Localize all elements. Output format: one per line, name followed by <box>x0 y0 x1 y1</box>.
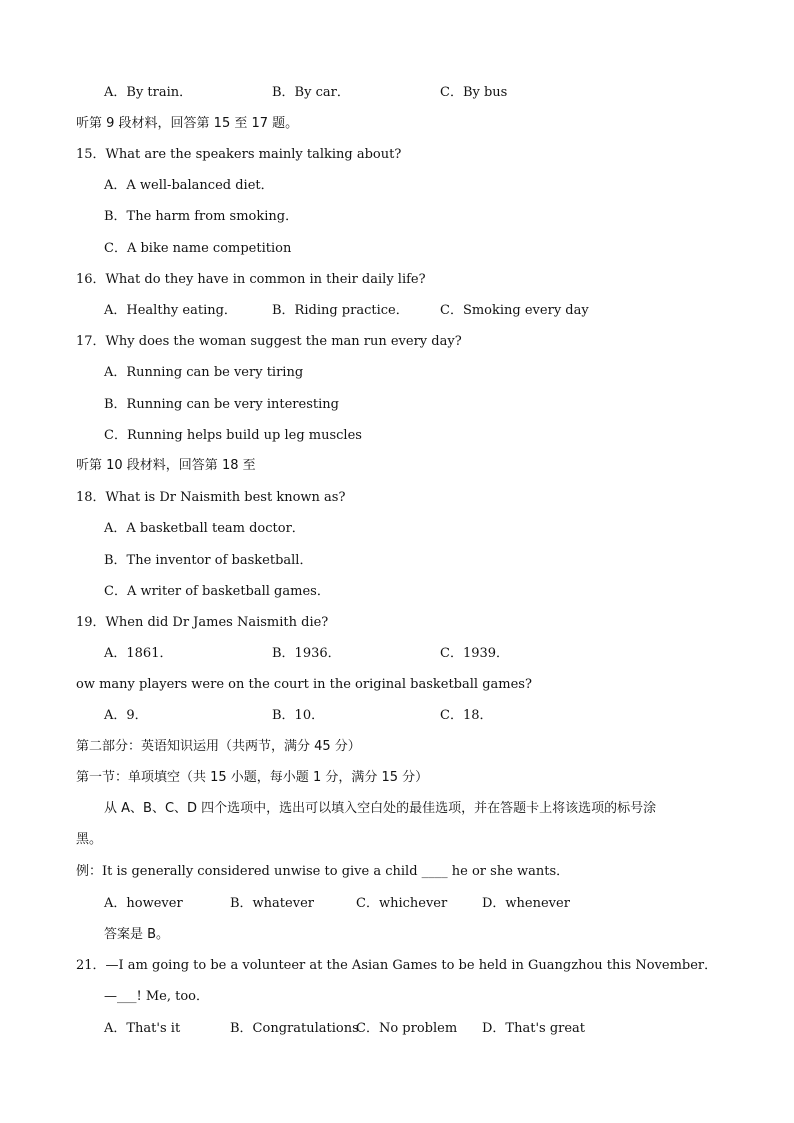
example-answer: 答案是 B。 <box>104 927 170 942</box>
example-option-d: D．whenever <box>482 896 570 911</box>
q20-option-b: B．10． <box>272 708 325 723</box>
q21-option-c: C．No problem <box>356 1021 458 1036</box>
example-option-a: A．however <box>104 896 183 911</box>
q15-option-a: A．A well-balanced diet． <box>104 178 274 193</box>
q18-option-a: A．A basketball team doctor． <box>104 521 305 536</box>
q21-stem: 21．—I am going to be a volunteer at the Asian Games to be held in Guangzhou this November． <box>76 958 718 973</box>
q16-option-c: C．Smoking every day <box>440 303 589 318</box>
section9-header: 听第 9 段材料，回答第 15 至 17 题。 <box>76 116 299 131</box>
q17-option-b: B．Running can be very interesting <box>104 397 339 412</box>
q17-option-a: A．Running can be very tiring <box>104 365 304 380</box>
top-option-b: B．By car． <box>272 85 350 100</box>
example-stem: 例：It is generally considered unwise to give a child ____ he or she wants． <box>76 864 570 879</box>
instructions-line2: 黑。 <box>76 832 103 847</box>
q21-option-d: D．That's great <box>482 1021 586 1036</box>
top-option-c: C．By bus <box>440 85 508 100</box>
q21-option-b: B．Congratulations <box>230 1021 359 1036</box>
q16-option-b: B．Riding practice． <box>272 303 409 318</box>
q19-option-b: B．1936． <box>272 646 341 661</box>
example-option-c: C．whichever <box>356 896 448 911</box>
q17-stem: 17．Why does the woman suggest the man run every day? <box>76 334 462 349</box>
q19-option-a: A．1861． <box>104 646 173 661</box>
part2-header: 第二部分：英语知识运用（共两节，满分 45 分） <box>76 739 361 754</box>
q15-option-c: C．A bike name competition <box>104 241 292 256</box>
q19-option-c: C．1939． <box>440 646 510 661</box>
top-option-a: A．By train． <box>104 85 193 100</box>
q19-stem: 19．When did Dr James Naismith die? <box>76 615 329 630</box>
q18-option-b: B．The inventor of basketball． <box>104 553 313 568</box>
q21-reply: —___! Me, too． <box>104 989 210 1004</box>
q18-option-c: C．A writer of basketball games． <box>104 584 330 599</box>
section1-header: 第一节：单项填空（共 15 小题，每小题 1 分，满分 15 分） <box>76 770 429 785</box>
instructions-line1: 从 A、B、C、D 四个选项中，选出可以填入空白处的最佳选项，并在答题卡上将该选项的标号涂 <box>104 801 657 816</box>
q15-option-b: B．The harm from smoking． <box>104 209 299 224</box>
q20-option-c: C．18． <box>440 708 493 723</box>
q16-stem: 16．What do they have in common in their daily life? <box>76 272 426 287</box>
q21-option-a: A．That's it <box>104 1021 181 1036</box>
example-option-b: B．whatever <box>230 896 314 911</box>
q16-option-a: A．Healthy eating． <box>104 303 237 318</box>
q20-option-a: A．9． <box>104 708 148 723</box>
q20-stem: ow many players were on the court in the original basketball games? <box>76 677 532 692</box>
q17-option-c: C．Running helps build up leg muscles <box>104 428 362 443</box>
section10-header: 听第 10 段材料，回答第 18 至 <box>76 458 256 473</box>
q18-stem: 18．What is Dr Naismith best known as? <box>76 490 346 505</box>
q15-stem: 15．What are the speakers mainly talking about? <box>76 147 402 162</box>
